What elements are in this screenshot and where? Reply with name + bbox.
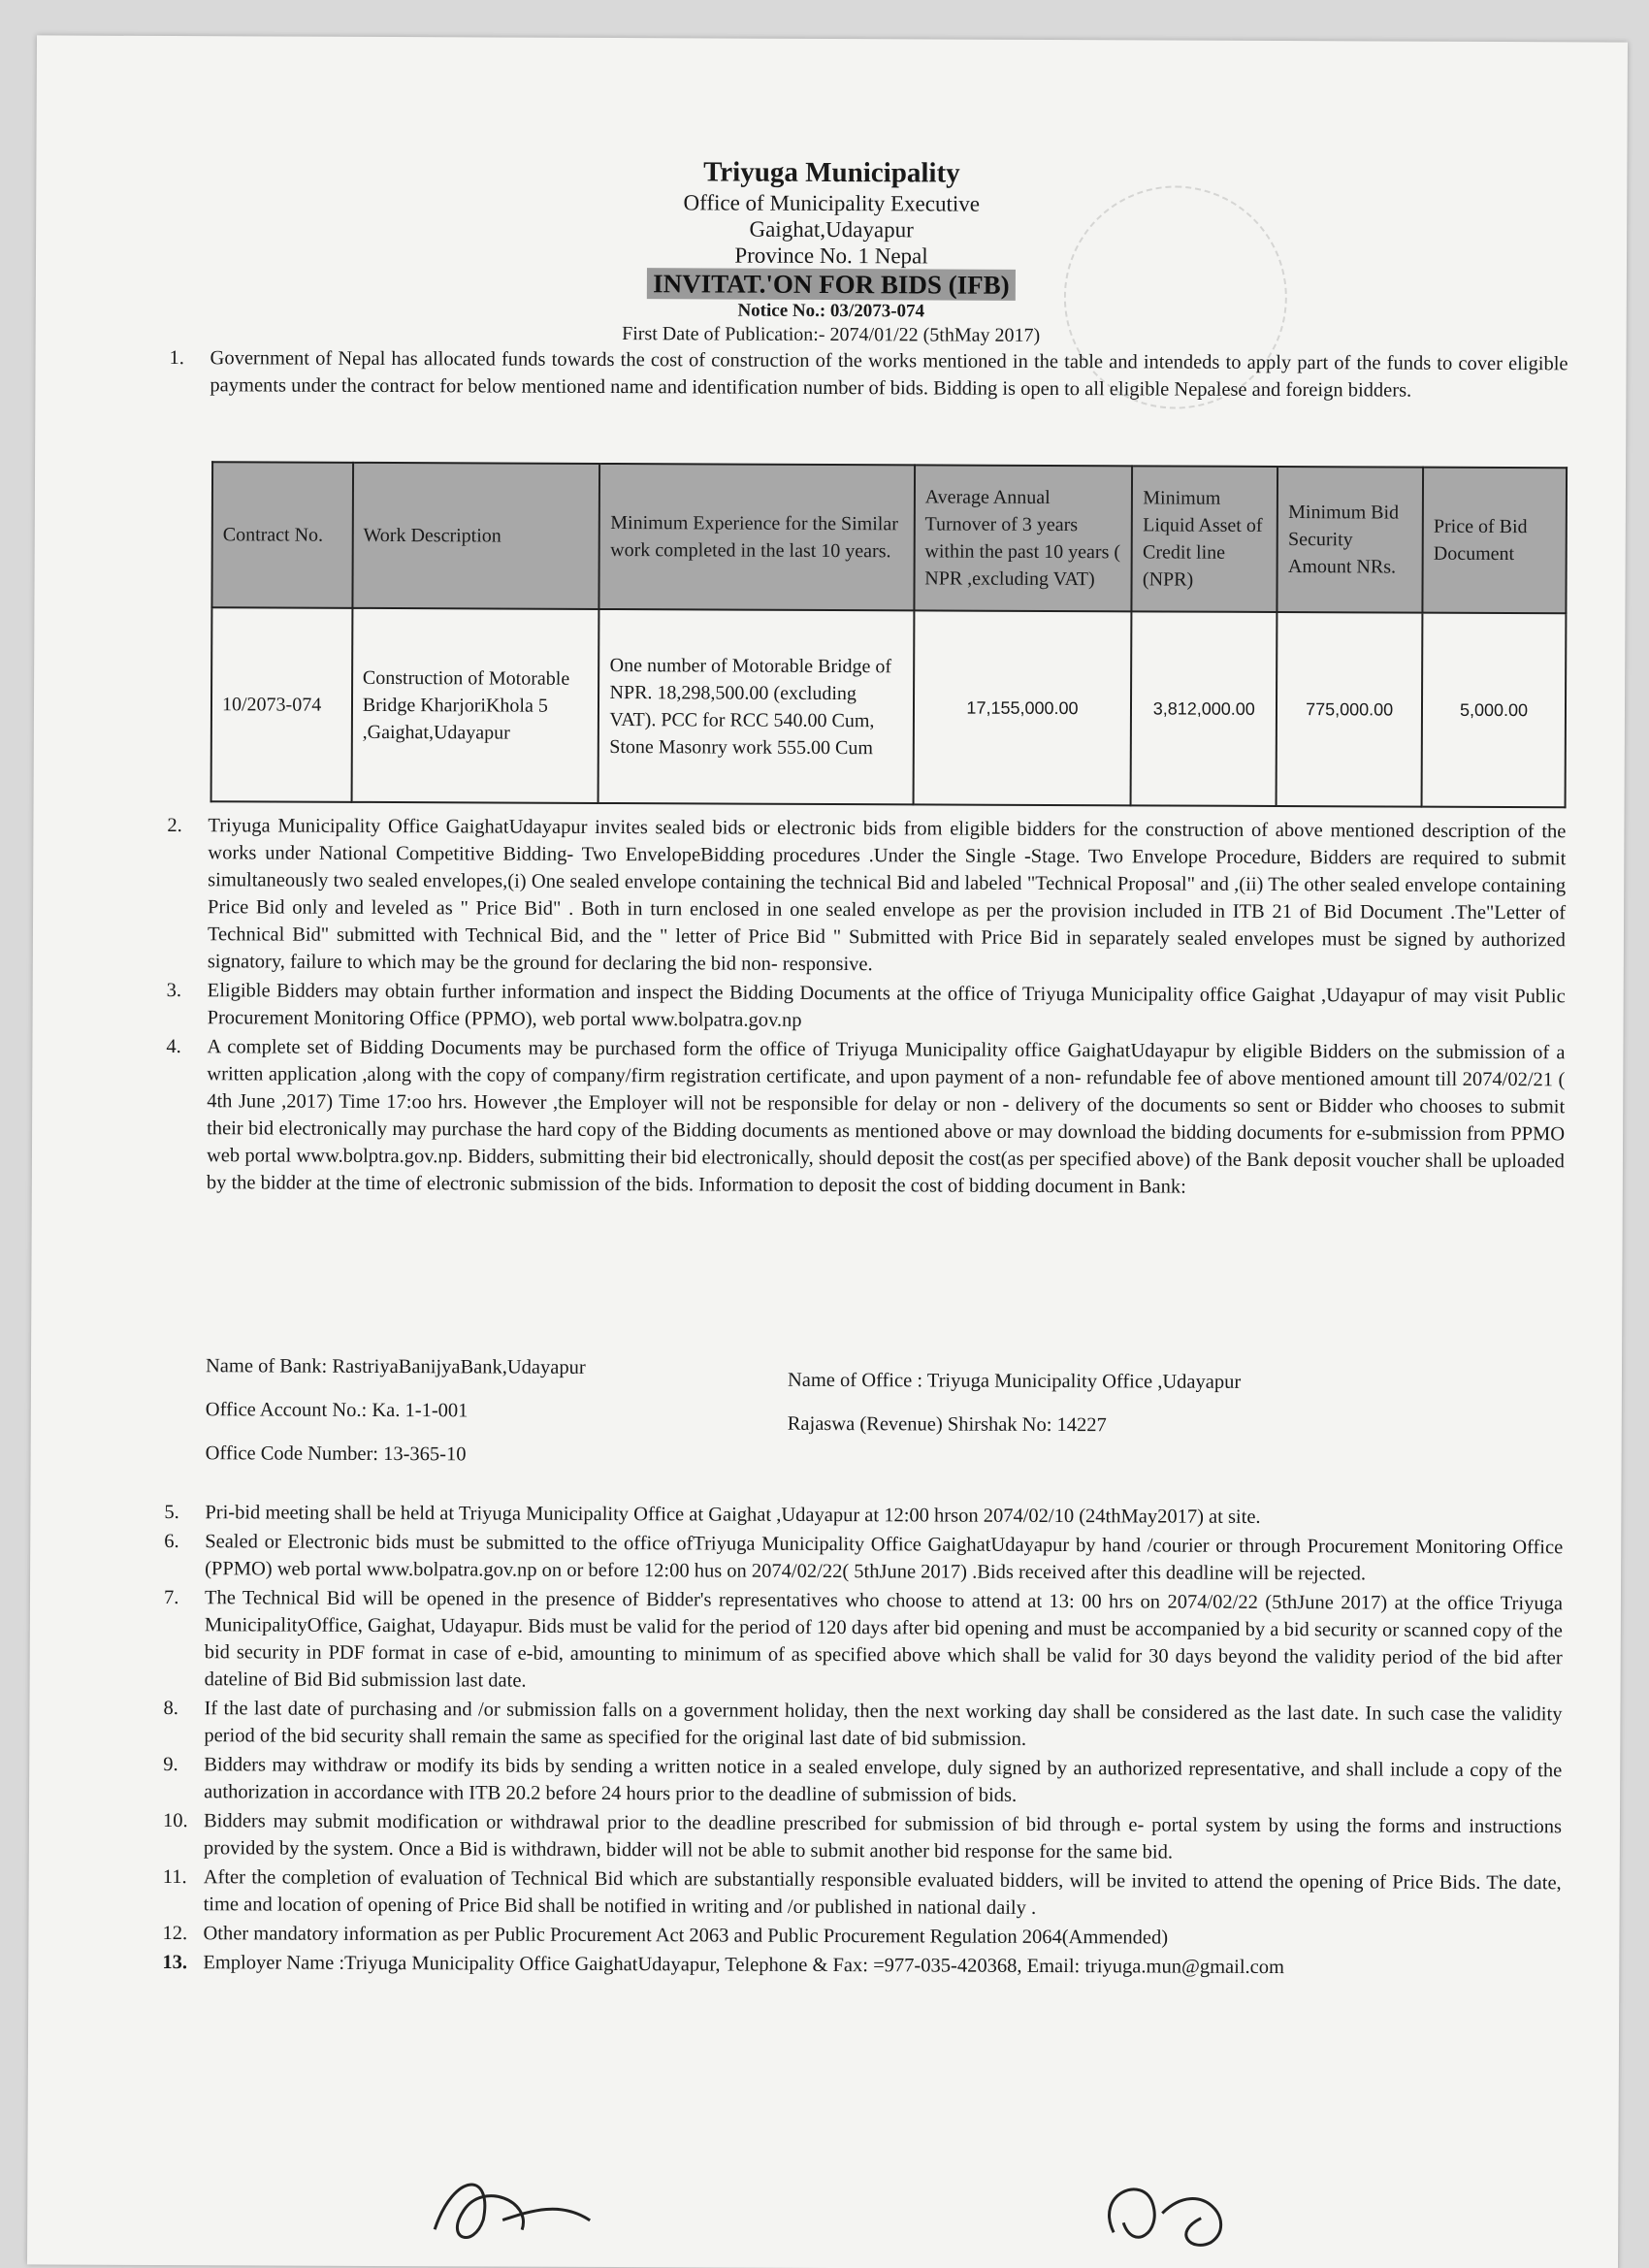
table-cell: Construction of Motorable Bridge KharjoriKhola 5 ,Gaighat,Udayapur [351, 608, 599, 803]
table-cell: 5,000.00 [1422, 613, 1567, 808]
document-title: INVITAT.'ON FOR BIDS (IFB) [647, 268, 1016, 301]
revenue-number: Rajaswa (Revenue) Shirshak No: 14227 [787, 1412, 1107, 1437]
item-number: 7. [163, 1587, 179, 1609]
list-item [162, 1863, 1562, 1924]
list-item [166, 977, 1566, 1037]
list-item [162, 1920, 1561, 1953]
table-cell: 17,155,000.00 [913, 610, 1132, 805]
list-item [162, 1807, 1563, 1867]
table-header: Work Description [352, 463, 599, 609]
item-text: Triyuga Municipality Office GaighatUdayapur invites sealed bids or electronic bids from eligible bidders for the construction of above mentioned description of the works under National Competitive Bidding- Two EnvelopeBidding procedures .Under the Single -Stage. Two Envelope Procedure, Bidders are required to submit simultaneously two sealed envelopes,(i) One sealed envelope containing the technical Bid and labeled "Technical Proposal" and ,(ii) The other sealed envelope containing Price Bid only and leveled as " Price Bid" . Both in turn enclosed in one sealed envelope as per the provision included in ITB 21 of Bid Document .The"Letter of Technical Bid" submitted with Technical Bid, and the " letter of Price Bid " Submitted with Price Bid in separately sealed envelopes must be signed by authorized signatory, failure to which may be the ground for declaring the bid non- responsive. [207, 815, 1567, 976]
list-item [163, 1751, 1563, 1811]
paragraph-1 [169, 344, 1568, 406]
table-cell: 3,812,000.00 [1131, 611, 1277, 806]
item-number: 9. [163, 1754, 178, 1776]
table-header: Minimum Bid Security Amount NRs. [1277, 467, 1423, 613]
table-header: Minimum Liquid Asset of Credit line (NPR) [1132, 466, 1278, 612]
publication-date: First Date of Publication:- 2074/01/22 (5thMay 2017) [622, 323, 1041, 346]
item-text: Employer Name :Triyuga Municipality Office GaighatUdayapur, Telephone & Fax: =977-035-420368, Email: triyuga.mun@gmail.com [203, 1952, 1285, 1979]
office-name: Office of Municipality Executive [683, 190, 981, 216]
item-number: 11. [162, 1866, 187, 1889]
table-header: Average Annual Turnover of 3 years within the past 10 years ( NPR ,excluding VAT) [914, 465, 1132, 611]
table-header: Price of Bid Document [1423, 468, 1568, 614]
item-number: 4. [166, 1036, 181, 1058]
item-text: After the completion of evaluation of Technical Bid which are substantially responsible evaluated bidders, will be invited to attend the opening of Price Bids. The date, time and location of opening of Price Bid shall be notified in writing and /or published in national daily . [203, 1866, 1562, 1919]
office-address: Gaighat,Udayapur [749, 216, 914, 243]
notice-number: Notice No.: 03/2073-074 [737, 300, 925, 322]
item-text: The Technical Bid will be opened in the presence of Bidder's representatives who choose to attend at 13: 00 hrs on 2074/02/22 (5thJune 2017) at the office Triyuga MunicipalityOffice, Gaighat, Udayapur. Bids must be valid for the period of 120 days after bid opening and must be accompanied by a bid security or scanned copy of the bid security in PDF format in case of e-bid, amounting to minimum of as specified above which shall be valid for 30 days beyond the validity period of the bid after dateline of Bid Bid submission last date. [204, 1587, 1564, 1692]
document-header [36, 151, 1628, 349]
office-name-bank: Name of Office : Triyuga Municipality Office ,Udayapur [787, 1369, 1242, 1393]
table-header-row [211, 462, 1567, 613]
bank-info-left [205, 1355, 585, 1488]
item-text: If the last date of purchasing and /or submission falls on a government holiday, then the next working day shall be considered as the last date. In such case the validity period of the bid security shall remain the same as specified for the original last date of bid submission. [204, 1698, 1563, 1750]
bank-info [205, 1355, 1564, 1466]
item-text: Pri-bid meeting shall be held at Triyuga Municipality Office at Gaighat ,Udayapur at 12:00 hrson 2074/02/10 (24thMay2017) at site. [205, 1502, 1261, 1528]
item-text: Eligible Bidders may obtain further information and inspect the Bidding Documents at the office of Triyuga Municipality office Gaighat ,Udayapur of may visit Public Procurement Monitoring Office (PPMO), web portal www.bolpatra.gov.np [207, 980, 1566, 1031]
item-text: Sealed or Electronic bids must be submitted to the office ofTriyuga Municipality Office GaighatUdayapur by hand /courier or through Procurement Monitoring Office (PPMO) web portal www.bolpatra.gov.np on or before 12:00 hus on 2074/02/22( 5thJune 2017) .Bids received after this deadline will be rejected. [205, 1531, 1564, 1585]
signature-right [1075, 2164, 1288, 2262]
table-cell: One number of Motorable Bridge of NPR. 18,298,500.00 (excluding VAT). PCC for RCC 540.00 Cum, Stone Masonry work 555.00 Cum [598, 609, 914, 804]
signature-left [415, 2161, 609, 2259]
item-text: Bidders may submit modification or withdrawal prior to the deadline prescribed for submission of bid through e- portal system by using the forms and instructions provided by the system. Once a Bid is withdrawn, bidder will not be able to submit another bid response for the same bid. [203, 1810, 1563, 1863]
item-text: Government of Nepal has allocated funds towards the cost of construction of the works mentioned in the table and intendeds to apply part of the funds to cover eligible payments under the contract for below mentioned name and identification number of bids. Bidding is open to all eligible Nepalese and foreign bidders. [210, 347, 1568, 402]
list-item [163, 1584, 1564, 1699]
list-item [164, 1499, 1563, 1532]
item-number: 1. [169, 347, 184, 370]
bank-name: Name of Bank: RastriyaBanijyaBank,Udayapur [205, 1355, 586, 1378]
list-item [167, 812, 1567, 981]
document-page [27, 35, 1628, 2268]
org-name: Triyuga Municipality [703, 156, 960, 189]
office-code: Office Code Number: 13-365-10 [205, 1442, 467, 1466]
list-item [162, 1949, 1561, 1982]
paragraphs-2-4 [166, 812, 1567, 1204]
item-text: Other mandatory information as per Public Procurement Act 2063 and Public Procurement Regulation 2064(Ammended) [203, 1923, 1169, 1949]
item-number: 2. [167, 815, 182, 837]
province: Province No. 1 Nepal [734, 243, 928, 269]
table-header: Minimum Experience for the Similar work completed in the last 10 years. [599, 464, 915, 610]
item-number: 8. [163, 1698, 178, 1720]
table-cell: 10/2073-074 [211, 607, 353, 802]
item-number: 6. [164, 1531, 179, 1553]
bid-table [210, 461, 1568, 808]
item-number: 13. [162, 1952, 188, 1974]
item-text: A complete set of Bidding Documents may be purchased form the office of Triyuga Municipality office GaighatUdayapur by eligible Bidders on the submission of a written application ,along with the copy of company/firm registration certificate, and upon payment of a non- refundable fee of above mentioned amount till 2074/02/21 ( 4th June ,2017) Time 17:oo hrs. However ,the Employer will not be responsible for delay or non - delivery of the documents so sent or Bidder who chooses to submit their bid electronically may purchase the hard copy of the Bidding documents as mentioned above or may download the bidding documents for e-submission from PPMO web portal www.bolptra.gov.np. Bidders, submitting their bid electronically, should deposit the cost(as per specified above) of the Bank deposit voucher shall be uploaded by the bidder at the time of electronic submission of the bids. Information to deposit the cost of bidding document in Bank: [206, 1036, 1566, 1198]
office-account: Office Account No.: Ka. 1-1-001 [205, 1399, 469, 1422]
paragraphs-5-13 [162, 1499, 1564, 1984]
list-item [164, 1528, 1564, 1588]
item-number: 10. [162, 1810, 188, 1832]
item-number: 12. [162, 1923, 188, 1945]
table-row [211, 607, 1567, 807]
item-text: Bidders may withdraw or modify its bids by sending a written notice in a sealed envelope, duly signed by an authorized representative, and shall include a copy of the authorization in accordance with ITB 20.2 before 24 hours prior to the deadline of submission of bids. [204, 1754, 1563, 1806]
item-number: 5. [164, 1502, 179, 1524]
item-number: 3. [166, 980, 182, 1002]
list-item [163, 1695, 1563, 1755]
table-header: Contract No. [211, 462, 352, 608]
table-cell: 775,000.00 [1277, 612, 1423, 807]
bank-info-right [788, 1370, 1242, 1459]
list-item [166, 1033, 1566, 1202]
